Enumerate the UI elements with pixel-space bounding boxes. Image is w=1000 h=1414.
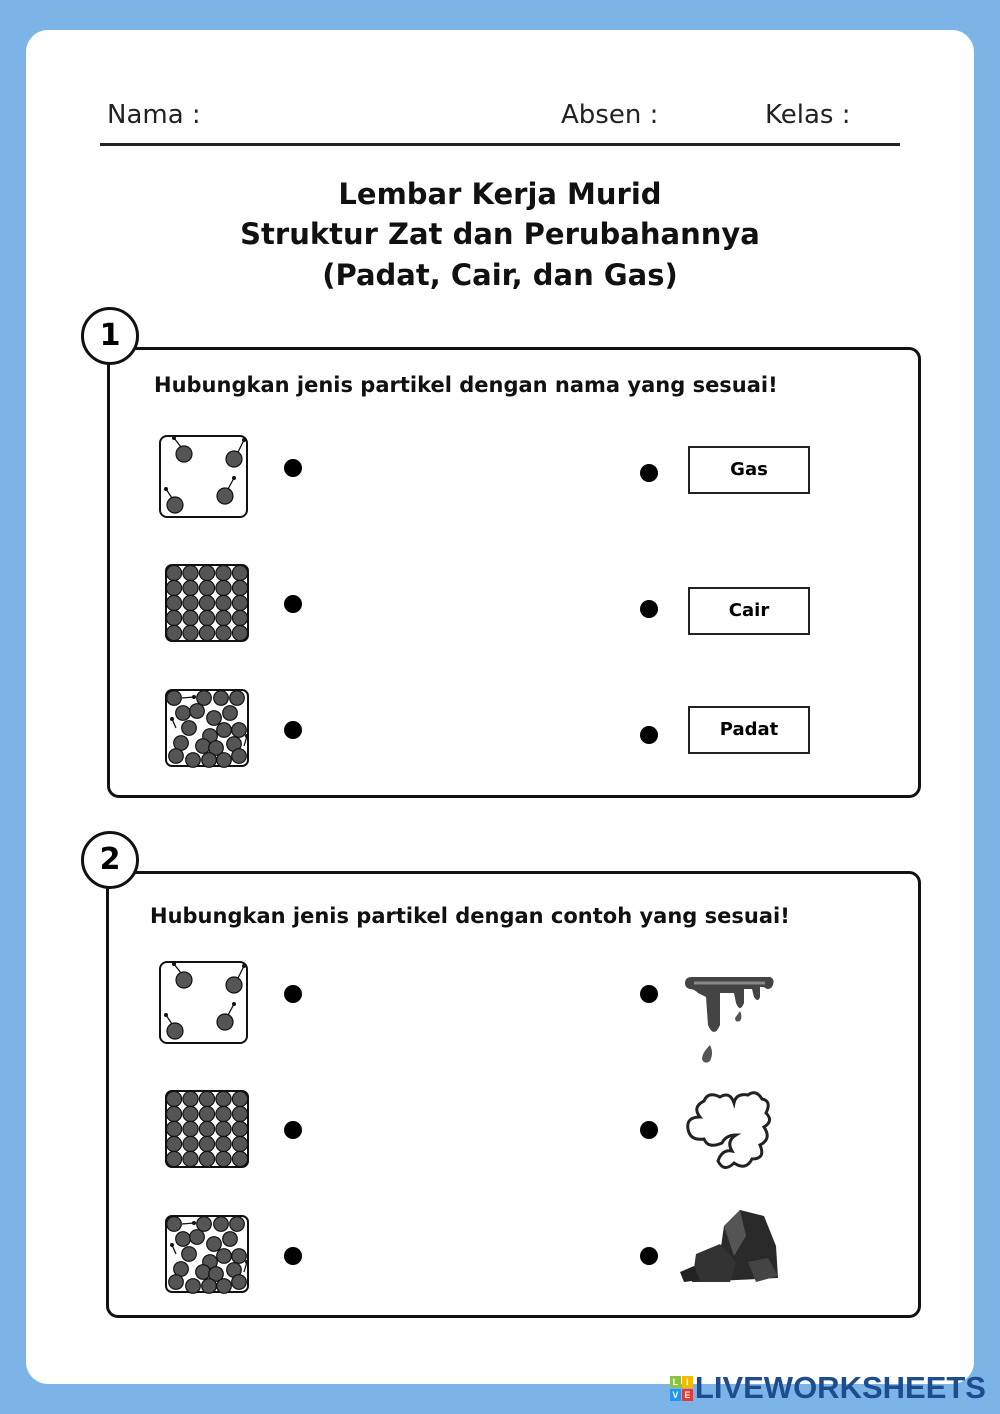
logo-letter: E: [682, 1389, 693, 1401]
match-dot-left-2[interactable]: [284, 1121, 302, 1139]
match-dot-right-2[interactable]: [640, 600, 658, 618]
match-dot-right-2[interactable]: [640, 1121, 658, 1139]
header-divider: [100, 143, 900, 146]
logo-text: LIVEWORKSHEETS: [694, 1370, 986, 1405]
logo-letter: V: [670, 1389, 681, 1401]
match-dot-right-3[interactable]: [640, 1247, 658, 1265]
smoke-cloud-icon[interactable]: [682, 1087, 777, 1179]
liquid-drip-icon[interactable]: [680, 975, 780, 1070]
liquid-particles-icon: [164, 688, 250, 768]
option-cair[interactable]: Cair: [688, 587, 810, 635]
option-gas[interactable]: Gas: [688, 446, 810, 494]
match-dot-left-1[interactable]: [284, 985, 302, 1003]
nama-label: Nama :: [107, 100, 201, 130]
liveworksheets-logo: [670, 1370, 986, 1406]
section2-number: 2: [81, 831, 139, 889]
liquid-particles-icon: [164, 1214, 250, 1294]
solid-particles-icon: [164, 563, 250, 643]
match-dot-right-1[interactable]: [640, 985, 658, 1003]
title-line2: Struktur Zat dan Perubahannya: [240, 217, 760, 251]
rock-icon[interactable]: [676, 1206, 782, 1286]
match-dot-right-3[interactable]: [640, 726, 658, 744]
section1-question: Hubungkan jenis partikel dengan nama yang sesuai!: [154, 373, 778, 397]
match-dot-left-3[interactable]: [284, 1247, 302, 1265]
match-dot-left-2[interactable]: [284, 595, 302, 613]
match-dot-left-3[interactable]: [284, 721, 302, 739]
option-padat[interactable]: Padat: [688, 706, 810, 754]
gas-particles-icon: [158, 434, 250, 520]
section2-question: Hubungkan jenis partikel dengan contoh yang sesuai!: [150, 904, 790, 928]
logo-letter: I: [682, 1376, 693, 1388]
title-line1: Lembar Kerja Murid: [338, 177, 662, 211]
logo-letter: L: [670, 1376, 681, 1388]
gas-particles-icon: [158, 960, 250, 1046]
match-dot-right-1[interactable]: [640, 464, 658, 482]
section1-number: 1: [81, 307, 139, 365]
kelas-label: Kelas :: [765, 100, 851, 130]
title-line3: (Padat, Cair, dan Gas): [322, 258, 678, 292]
match-dot-left-1[interactable]: [284, 459, 302, 477]
solid-particles-icon: [164, 1089, 250, 1169]
absen-label: Absen :: [561, 100, 659, 130]
